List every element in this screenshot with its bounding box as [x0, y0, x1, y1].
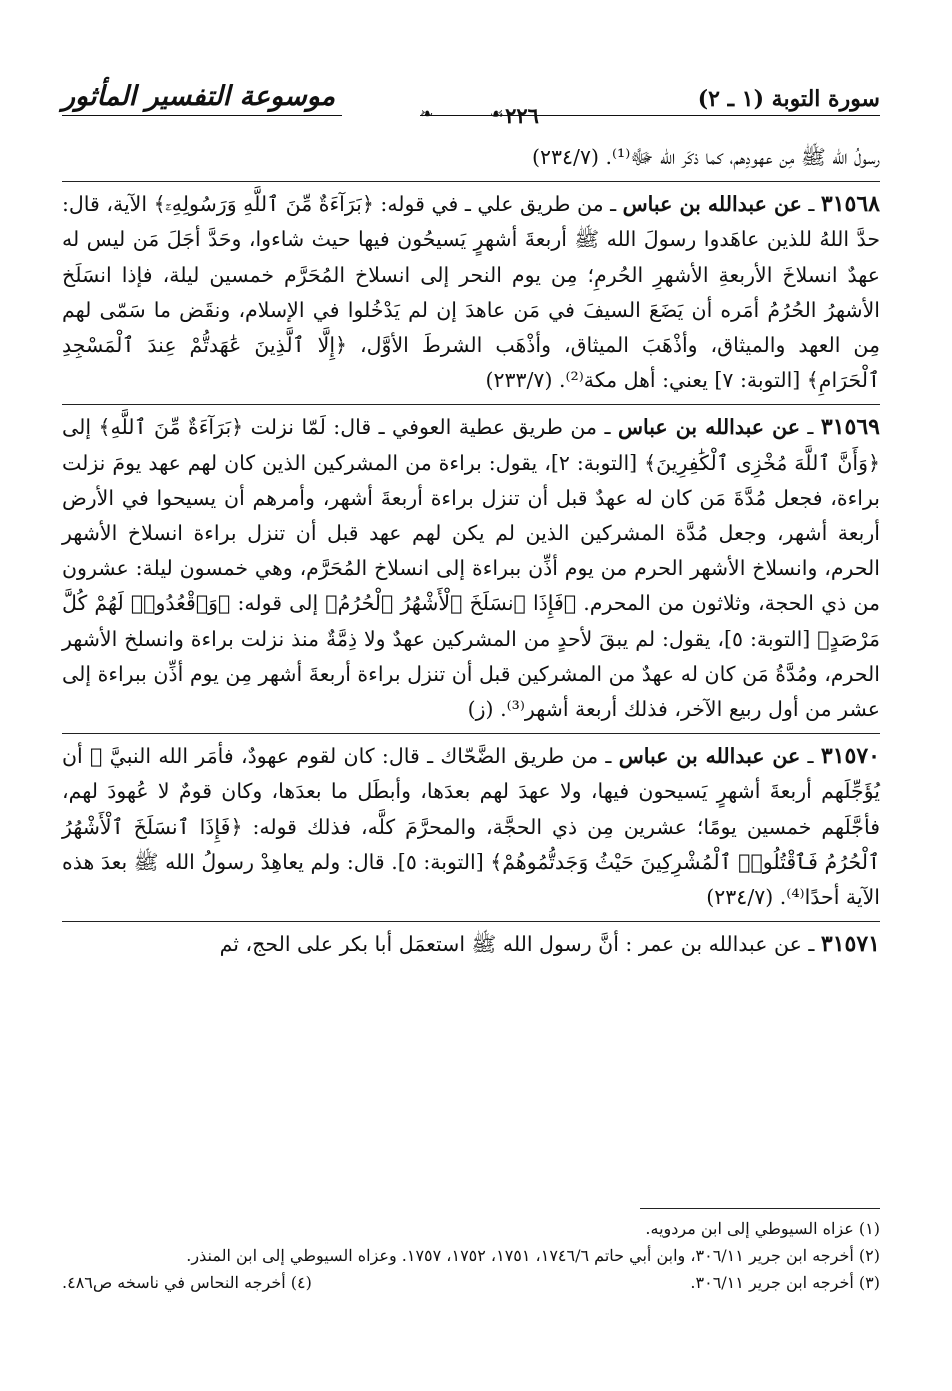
narrator-name: عن عبدالله بن عباس	[617, 415, 800, 440]
footnotes	[62, 1208, 880, 1296]
narration-text: ـ من طريق الضَّحّاك ـ قال: كان لقوم عهودٌ، فأمَر الله النبيَّ ﷺ أن يُؤَجِّلَهم أربعةَ أشهرٍ يَسيحون فيها، ولا عهدَ لهم بعدَها، وأبطَل ما بعدَها، وكان قومٌ لا عُهودَ لهم، فأجَّلَهم خمسين يومًا؛ عشرين مِن ذي الحجَّة، والمحرَّمَ كلَّه، فذلك قوله: ﴿فَإِذَا ٱنسَلَخَ ٱلْأَشْهُرُ ٱلْحُرُمُ فَٱقْتُلُوا۟ ٱلْمُشْرِكِينَ حَيْثُ وَجَدتُّمُوهُمْ﴾ [التوبة: ٥]. قال: ولم يعاهِدْ رسولُ الله ﷺ بعدَ هذه الآية أحدًا⁽⁴⁾. (٢٣٤/٧)	[62, 744, 881, 910]
entry-divider	[62, 181, 880, 182]
narrator-name: عن عبدالله بن عباس	[618, 744, 801, 769]
footnote: (١) عزاه السيوطي إلى ابن مردويه.	[645, 1219, 880, 1238]
entry-divider	[62, 921, 880, 922]
footnote-row	[62, 1269, 880, 1296]
narrator-name: عن عبدالله بن عباس	[622, 192, 802, 217]
surah-reference: سورة التوبة (١ ـ ٢)	[697, 86, 880, 112]
header-rule-right	[420, 115, 880, 116]
page-number-bar	[62, 104, 880, 128]
dash: ـ	[800, 744, 814, 769]
entry-divider	[62, 733, 880, 734]
footnote: (٤) أخرجه النحاس في ناسخه ص٤٨٦.	[62, 1273, 312, 1292]
ornament-icon: ❧	[420, 104, 434, 123]
narrator-name: عن عبدالله بن عمر	[638, 932, 802, 957]
page-body	[62, 140, 880, 962]
ornament-icon: ☙	[489, 104, 504, 123]
continuation-paragraph: رسولُ الله ﷺ مِن عهودِهم، كما ذكَر الله ﷻ⁽¹⁾. (٢٣٤/٧)	[532, 145, 880, 169]
narration-text: ـ من طريق عطية العوفي ـ قال: لَمّا نزلت ﴿بَرَآءَةٌ مِّنَ ٱللَّهِ﴾ إلى ﴿وَأَنَّ ٱللَّهَ مُخْزِى ٱلْكَٰفِرِينَ﴾ [التوبة: ٢]، يقول: براءة من المشركين الذين كان لهم عهد يومَ نزلت براءة، فجعل مُدَّةَ مَن كان له عهدٌ قبل أن تنزل براءة أربعةَ أشهر، وأمرهم أن يسيحوا في الأرض أربعة أشهر، وجعل مُدَّة المشركين الذين لم يكن لهم عهد قبل أن تنزل براءة انسلاخ الأشهر الحرم، وانسلاخ الأشهر الحرم من يوم أذِّن ببراءة إلى انسلاخ المُحَرَّم، وهي خمسون ليلة: عشرون من ذي الحجة، وثلاثون من المحرم. ﴿فَإِذَا ٱنسَلَخَ ٱلْأَشْهُرُ ٱلْحُرُمُ﴾ إلى قوله: ﴿وَٱقْعُدُوا۟ لَهُمْ كُلَّ مَرْصَدٍ﴾ [التوبة: ٥]، يقول: لم يبقَ لأحدٍ من المشركين عهدٌ ولا ذِمَّةٌ منذ نزلت براءة وانسلخ الأشهر الحرم، ومُدَّةُ مَن كان له عهدٌ من المشركين قبل أن تنزل براءة أربعةَ أشهر مِن يوم أذِّن ببراءة إلى عشر من أول ربيع الآخر، فذلك أربعة أشهر⁽³⁾. (ز)	[62, 415, 880, 722]
header-rule-left	[62, 115, 342, 116]
narration-entry	[62, 739, 880, 915]
narration-number: ٣١٥٧١	[820, 931, 880, 958]
page-number: ٢٢٦	[505, 103, 539, 128]
entry-divider	[62, 404, 880, 405]
narration-entry	[62, 927, 880, 962]
work-title: موسوعة التفسير المأثور	[62, 81, 336, 112]
dash: ـ	[801, 192, 815, 217]
narration-entry	[62, 187, 880, 398]
narration-entry	[62, 410, 880, 727]
narration-text: : أنَّ رسول الله ﷺ استعمَل أبا بكر على الحج، ثم	[219, 932, 633, 957]
dash: ـ	[799, 415, 814, 440]
narration-text: ـ من طريق علي ـ في قوله: ﴿بَرَآءَةٌ مِّنَ ٱللَّهِ وَرَسُولِهِۦٓ﴾ الآية، قال: حدَّ اللهُ للذين عاهَدوا رسولَ الله ﷺ أربعةَ أشهرٍ يَسيحُون فيها حيث شاءوا، وحَدَّ أجَلَ مَن ليس له عهدٌ انسلاخَ الأربعةِ الأشهرِ الحُرمِ؛ مِن يوم النحر إلى انسلاخ المُحَرَّم خمسين ليلة، فإذا انسَلَخ الأشهرُ الحُرُمُ أمَره أن يَضَعَ السيفَ في مَن عاهدَ إن لم يَدْخُلوا في الإسلام، ونقَض ما سَمّى لهم مِن العهد والميثاق، وأذْهَبَ الميثاق، وأذْهَب الشرطَ الأوَّل، ﴿إِلَّا ٱلَّذِينَ عَٰهَدتُّمْ عِندَ ٱلْمَسْجِدِ ٱلْحَرَامِ﴾ [التوبة: ٧] يعني: أهل مكة⁽²⁾. (٢٣٣/٧)	[62, 192, 880, 393]
footnote: (٢) أخرجه ابن جرير ٣٠٦/١١، وابن أبي حاتم ١٧٤٦/٦، ١٧٥١، ١٧٥٢، ١٧٥٧. وعزاه السيوطي إلى ابن المنذر.	[186, 1246, 880, 1265]
footnote: (٣) أخرجه ابن جرير ٣٠٦/١١.	[690, 1273, 880, 1292]
narration-number: ٣١٥٦٩	[820, 414, 880, 441]
footnote-rule	[640, 1208, 880, 1209]
narration-number: ٣١٥٧٠	[820, 743, 880, 770]
dash: ـ	[801, 932, 815, 957]
narration-number: ٣١٥٦٨	[820, 191, 880, 218]
